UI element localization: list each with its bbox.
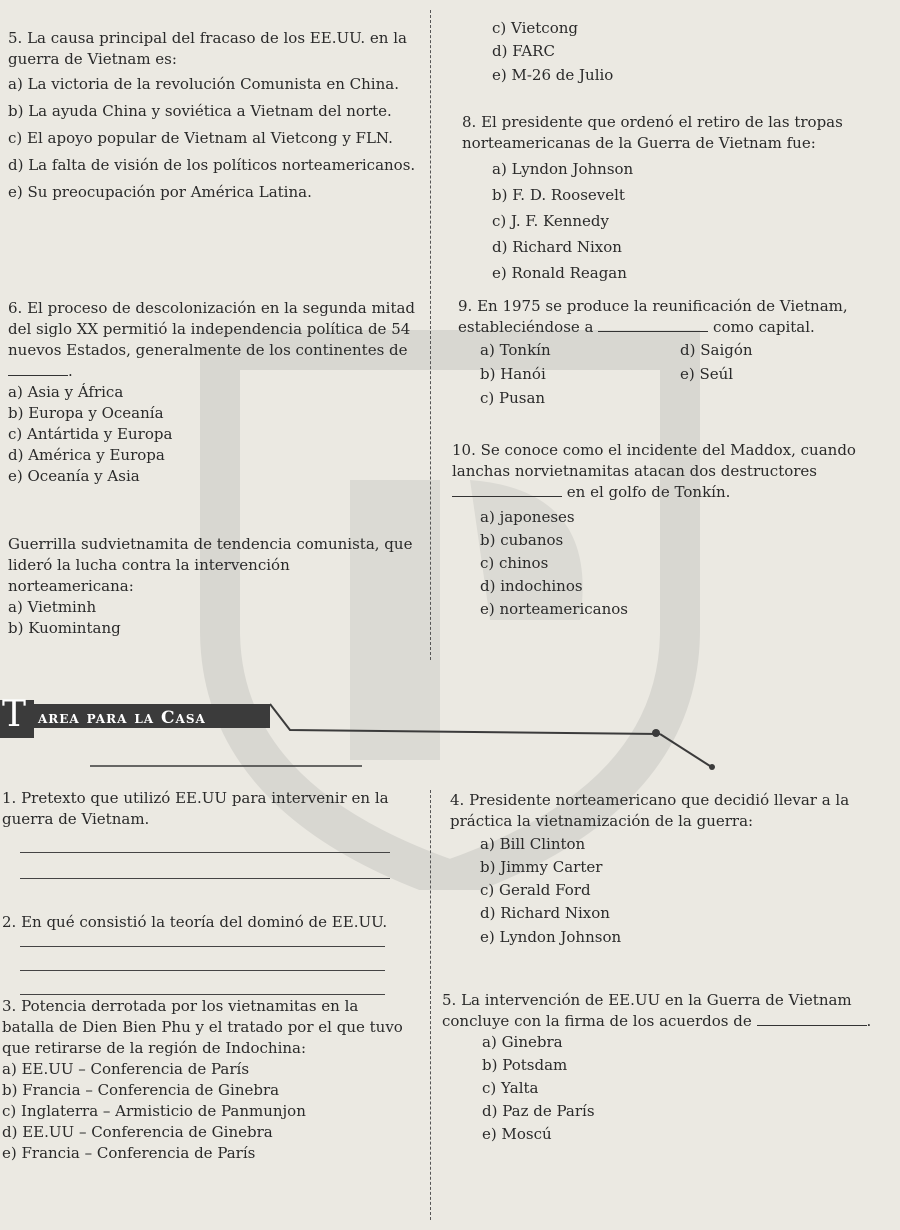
- question-9: [458, 296, 888, 409]
- column-divider-bottom: [430, 790, 431, 1220]
- option-b[interactable]: b) Francia – Conferencia de Ginebra: [2, 1081, 280, 1099]
- question-10: [452, 440, 888, 620]
- option-e[interactable]: e) Ronald Reagan: [492, 264, 627, 282]
- question-stem: 4. Presidente norteamericano que decidió llevar a la práctica la vietnamización de la guerra:: [450, 791, 850, 830]
- answer-line[interactable]: [20, 878, 390, 879]
- option-a[interactable]: a) Bill Clinton: [480, 835, 586, 853]
- option-d[interactable]: d) La falta de visión de los políticos norteamericanos.: [8, 156, 416, 174]
- question-stem: 8. El presidente que ordenó el retiro de las tropas norteamericanas de la Guerra de Vietnam fue:: [462, 113, 843, 152]
- option-c[interactable]: c) Gerald Ford: [480, 881, 591, 899]
- stem-text: 10. Se conoce como el incidente del Maddox, cuando lanchas norvietnamitas atacan dos destructores: [452, 441, 856, 480]
- option-d[interactable]: d) indochinos: [480, 577, 583, 595]
- option-a[interactable]: a) Ginebra: [482, 1033, 563, 1051]
- banner-title: area para la Casa: [38, 708, 206, 728]
- option-e[interactable]: e) Moscú: [482, 1125, 552, 1143]
- question-stem: Guerrilla sudvietnamita de tendencia comunista, que lideró la lucha contra la intervención norteamericana:: [8, 535, 413, 595]
- question-stem: 3. Potencia derrotada por los vietnamitas en la batalla de Dien Bien Phu y el tratado por el que tuvo que retirarse de la región de Indochina:: [2, 997, 403, 1057]
- question-stem: [452, 440, 888, 503]
- option-b[interactable]: b) Jimmy Carter: [480, 858, 603, 876]
- option-a[interactable]: a) japoneses: [480, 508, 575, 526]
- column-divider-top: [430, 10, 431, 660]
- question-stem: 2. En qué consistió la teoría del dominó de EE.UU.: [2, 913, 388, 931]
- answer-line[interactable]: [20, 970, 385, 971]
- stem-text: 9. En 1975 se produce la reunificación de Vietnam, estableciéndose a: [458, 297, 848, 336]
- stem-end: .: [68, 362, 73, 380]
- question-6: [8, 298, 420, 487]
- option-b[interactable]: b) cubanos: [480, 531, 564, 549]
- option-d[interactable]: d) América y Europa: [8, 446, 165, 464]
- option-d[interactable]: d) Richard Nixon: [480, 904, 610, 922]
- option-e[interactable]: e) Oceanía y Asia: [8, 467, 140, 485]
- question-stem: 1. Pretexto que utilizó EE.UU para intervenir en la guerra de Vietnam.: [2, 789, 389, 828]
- question-stem: 5. La causa principal del fracaso de los EE.UU. en la guerra de Vietnam es:: [8, 29, 407, 68]
- answer-line[interactable]: [20, 852, 390, 853]
- homework-question-3: [2, 996, 412, 1164]
- option-b[interactable]: b) F. D. Roosevelt: [492, 186, 625, 204]
- option-b[interactable]: b) Europa y Oceanía: [8, 404, 164, 422]
- option-e[interactable]: e) M-26 de Julio: [492, 66, 614, 84]
- answer-blank[interactable]: [598, 317, 708, 332]
- option-a[interactable]: a) Vietminh: [8, 598, 97, 616]
- option-e[interactable]: e) Francia – Conferencia de París: [2, 1144, 256, 1162]
- question-stem: [458, 296, 888, 338]
- option-d[interactable]: d) EE.UU – Conferencia de Ginebra: [2, 1123, 273, 1141]
- question-7: [8, 534, 420, 639]
- stem-text: 6. El proceso de descolonización en la segunda mitad del siglo XX permitió la independencia política de 54 nuevos Estados, generalmente de los continentes de: [8, 299, 416, 359]
- answer-line[interactable]: [20, 946, 385, 947]
- answer-blank[interactable]: [452, 482, 562, 497]
- homework-question-5: [442, 990, 887, 1145]
- homework-question-2: [2, 912, 402, 933]
- stem-end: en el golfo de Tonkín.: [566, 483, 731, 501]
- option-c[interactable]: c) chinos: [480, 554, 549, 572]
- option-e[interactable]: e) norteamericanos: [480, 600, 629, 618]
- option-c[interactable]: c) Antártida y Europa: [8, 425, 173, 443]
- option-e[interactable]: e) Seúl: [680, 365, 734, 383]
- option-d[interactable]: d) Saigón: [680, 341, 753, 359]
- option-a[interactable]: a) EE.UU – Conferencia de París: [2, 1060, 250, 1078]
- answer-blank[interactable]: [8, 361, 68, 376]
- option-a[interactable]: a) La victoria de la revolución Comunista en China.: [8, 75, 399, 93]
- option-c[interactable]: c) Pusan: [480, 389, 546, 407]
- option-c[interactable]: c) J. F. Kennedy: [492, 212, 609, 230]
- question-8: [462, 112, 882, 284]
- option-c[interactable]: c) Vietcong: [492, 19, 578, 37]
- banner-initial: T: [2, 694, 27, 735]
- option-a[interactable]: a) Asia y África: [8, 383, 124, 401]
- option-b[interactable]: b) La ayuda China y soviética a Vietnam del norte.: [8, 102, 392, 120]
- option-b[interactable]: b) Potsdam: [482, 1056, 568, 1074]
- option-b[interactable]: b) Hanói: [480, 365, 546, 383]
- option-c[interactable]: c) Inglaterra – Armisticio de Panmunjon: [2, 1102, 306, 1120]
- option-a[interactable]: a) Tonkín: [480, 341, 551, 359]
- question-7-continued: [492, 18, 872, 86]
- option-e[interactable]: e) Lyndon Johnson: [480, 928, 622, 946]
- option-a[interactable]: a) Lyndon Johnson: [492, 160, 634, 178]
- question-stem: [8, 298, 420, 382]
- option-c[interactable]: c) El apoyo popular de Vietnam al Vietcong y FLN.: [8, 129, 393, 147]
- stem-end: .: [866, 1012, 872, 1030]
- homework-question-1: [2, 788, 402, 830]
- answer-line[interactable]: [20, 994, 385, 995]
- option-c[interactable]: c) Yalta: [482, 1079, 539, 1097]
- option-e[interactable]: e) Su preocupación por América Latina.: [8, 183, 312, 201]
- stem-end: como capital.: [713, 318, 815, 336]
- question-stem: [442, 990, 887, 1032]
- option-b[interactable]: b) Kuomintang: [8, 619, 121, 637]
- answer-blank[interactable]: [757, 1011, 867, 1026]
- stem-text: 5. La intervención de EE.UU en la Guerra de Vietnam concluye con la firma de los acuerdos de: [442, 991, 852, 1030]
- question-5: [8, 28, 418, 203]
- option-d[interactable]: d) Richard Nixon: [492, 238, 622, 256]
- homework-question-4: [450, 790, 880, 948]
- option-d[interactable]: d) Paz de París: [482, 1102, 595, 1120]
- option-d[interactable]: d) FARC: [492, 42, 555, 60]
